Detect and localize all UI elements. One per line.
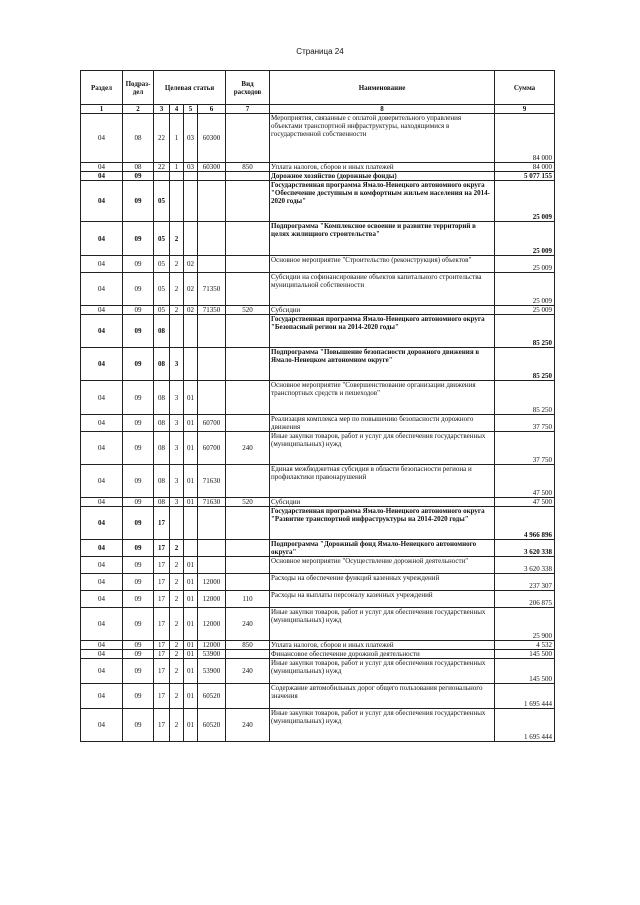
table-body — [81, 114, 555, 742]
program-code-cell: 08 — [154, 465, 170, 498]
program-code-cell: 08 — [154, 381, 170, 415]
sum-cell: 237 307 — [495, 574, 555, 591]
name-cell: Подпрограмма "Дорожный фонд Ямало-Ненецкого автономного округа" — [270, 540, 495, 557]
expense-type-cell: 520 — [226, 306, 270, 315]
expense-type-cell — [226, 256, 270, 273]
program-code-cell: 05 — [154, 306, 170, 315]
event-code-cell — [184, 172, 198, 181]
program-code-cell: 05 — [154, 181, 170, 222]
program-code-cell: 17 — [154, 574, 170, 591]
name-cell: Субсидии — [270, 498, 495, 507]
event-code-cell: 01 — [184, 432, 198, 465]
table-row — [81, 498, 555, 507]
expense-type-cell — [226, 557, 270, 574]
name-cell: Уплата налогов, сборов и иных платежей — [270, 163, 495, 172]
program-code-cell — [154, 172, 170, 181]
program-code-cell: 22 — [154, 114, 170, 163]
direction-code-cell — [198, 381, 226, 415]
podrazdel-cell: 09 — [123, 591, 154, 608]
name-cell: Основное мероприятие "Осуществление дорожной деятельности" — [270, 557, 495, 574]
col-number: 5 — [184, 105, 198, 114]
col-number: 7 — [226, 105, 270, 114]
name-cell: Уплата налогов, сборов и иных платежей — [270, 641, 495, 650]
table-row — [81, 608, 555, 641]
col-number: 8 — [270, 105, 495, 114]
podrazdel-cell: 09 — [123, 650, 154, 659]
program-code-cell: 17 — [154, 608, 170, 641]
direction-code-cell: 12000 — [198, 574, 226, 591]
program-code-cell: 05 — [154, 273, 170, 306]
sum-cell: 84 000 — [495, 114, 555, 163]
name-cell: Дорожное хозяйство (дорожные фонды) — [270, 172, 495, 181]
razdel-cell: 04 — [81, 432, 123, 465]
expense-type-cell: 520 — [226, 498, 270, 507]
direction-code-cell: 60300 — [198, 114, 226, 163]
razdel-cell: 04 — [81, 273, 123, 306]
table-row — [81, 306, 555, 315]
razdel-cell: 04 — [81, 315, 123, 348]
subprogram-code-cell: 2 — [170, 659, 184, 684]
sum-cell: 47 500 — [495, 465, 555, 498]
subprogram-code-cell: 1 — [170, 114, 184, 163]
subprogram-code-cell — [170, 181, 184, 222]
podrazdel-cell: 08 — [123, 163, 154, 172]
subprogram-code-cell: 3 — [170, 465, 184, 498]
sum-cell: 85 250 — [495, 381, 555, 415]
col-number: 6 — [198, 105, 226, 114]
direction-code-cell: 71630 — [198, 498, 226, 507]
program-code-cell: 17 — [154, 709, 170, 742]
subprogram-code-cell: 2 — [170, 574, 184, 591]
expense-type-cell — [226, 181, 270, 222]
name-cell: Мероприятия, связанные с оплатой доверительного управления объектами транспортной инфраструктуры, находящимися в государственной собственности — [270, 114, 495, 163]
program-code-cell: 17 — [154, 557, 170, 574]
podrazdel-cell: 09 — [123, 557, 154, 574]
program-code-cell: 08 — [154, 432, 170, 465]
podrazdel-cell: 09 — [123, 507, 154, 540]
sum-cell: 25 900 — [495, 608, 555, 641]
expense-type-cell — [226, 650, 270, 659]
header-naimenovanie: Наименование — [270, 71, 495, 105]
expense-type-cell: 240 — [226, 432, 270, 465]
table-row — [81, 381, 555, 415]
table-row — [81, 465, 555, 498]
page-number: Страница 24 — [296, 47, 344, 56]
expense-type-cell — [226, 540, 270, 557]
program-code-cell: 08 — [154, 498, 170, 507]
sum-cell: 3 620 338 — [495, 557, 555, 574]
table-row — [81, 591, 555, 608]
program-code-cell: 17 — [154, 591, 170, 608]
direction-code-cell — [198, 507, 226, 540]
program-code-cell: 08 — [154, 415, 170, 432]
direction-code-cell: 71350 — [198, 273, 226, 306]
col-number: 3 — [154, 105, 170, 114]
podrazdel-cell: 09 — [123, 684, 154, 709]
name-cell: Иные закупки товаров, работ и услуг для обеспечения государственных (муниципальных) нужд — [270, 432, 495, 465]
sum-cell: 25 009 — [495, 222, 555, 256]
razdel-cell: 04 — [81, 465, 123, 498]
table-row — [81, 641, 555, 650]
program-code-cell: 05 — [154, 222, 170, 256]
razdel-cell: 04 — [81, 222, 123, 256]
program-code-cell: 22 — [154, 163, 170, 172]
sum-cell: 37 750 — [495, 415, 555, 432]
subprogram-code-cell: 2 — [170, 222, 184, 256]
sum-cell: 4 532 — [495, 641, 555, 650]
event-code-cell — [184, 507, 198, 540]
direction-code-cell: 12000 — [198, 591, 226, 608]
name-cell: Субсидии — [270, 306, 495, 315]
sum-cell: 37 750 — [495, 432, 555, 465]
sum-cell: 1 695 444 — [495, 684, 555, 709]
event-code-cell — [184, 181, 198, 222]
sum-cell: 25 009 — [495, 256, 555, 273]
name-cell: Основное мероприятие "Совершенствование организации движения транспортных средств и пешеходов" — [270, 381, 495, 415]
expense-type-cell: 240 — [226, 608, 270, 641]
program-code-cell: 17 — [154, 507, 170, 540]
sum-cell: 5 077 155 — [495, 172, 555, 181]
table-row — [81, 273, 555, 306]
expense-type-cell: 240 — [226, 659, 270, 684]
sum-cell: 206 875 — [495, 591, 555, 608]
direction-code-cell: 60700 — [198, 432, 226, 465]
expense-type-cell: 110 — [226, 591, 270, 608]
table-row — [81, 415, 555, 432]
sum-cell: 85 250 — [495, 348, 555, 381]
direction-code-cell: 12000 — [198, 608, 226, 641]
podrazdel-cell: 09 — [123, 315, 154, 348]
expense-type-cell — [226, 684, 270, 709]
event-code-cell — [184, 348, 198, 381]
name-cell: Иные закупки товаров, работ и услуг для обеспечения государственных (муниципальных) нужд — [270, 659, 495, 684]
expense-type-cell — [226, 172, 270, 181]
subprogram-code-cell: 2 — [170, 650, 184, 659]
razdel-cell: 04 — [81, 684, 123, 709]
razdel-cell: 04 — [81, 114, 123, 163]
header-podrazdel: Подраз-дел — [123, 71, 154, 105]
table-row — [81, 315, 555, 348]
table-row — [81, 709, 555, 742]
name-cell: Иные закупки товаров, работ и услуг для обеспечения государственных (муниципальных) нужд — [270, 709, 495, 742]
program-code-cell: 17 — [154, 659, 170, 684]
name-cell: Государственная программа Ямало-Ненецкого автономного округа "Безопасный регион на 2014-2020 годы" — [270, 315, 495, 348]
program-code-cell: 05 — [154, 256, 170, 273]
podrazdel-cell: 09 — [123, 181, 154, 222]
podrazdel-cell: 09 — [123, 256, 154, 273]
expense-type-cell — [226, 348, 270, 381]
table-row — [81, 114, 555, 163]
table-row — [81, 181, 555, 222]
col-number: 9 — [495, 105, 555, 114]
razdel-cell: 04 — [81, 540, 123, 557]
header-celevaya-statya: Целевая статья — [154, 71, 226, 105]
name-cell: Основное мероприятие "Строительство (реконструкция) объектов" — [270, 256, 495, 273]
subprogram-code-cell — [170, 507, 184, 540]
direction-code-cell — [198, 315, 226, 348]
razdel-cell: 04 — [81, 650, 123, 659]
podrazdel-cell: 09 — [123, 306, 154, 315]
header-summa: Сумма — [495, 71, 555, 105]
expense-type-cell — [226, 222, 270, 256]
table-row — [81, 557, 555, 574]
expense-type-cell — [226, 465, 270, 498]
name-cell: Иные закупки товаров, работ и услуг для обеспечения государственных (муниципальных) нужд — [270, 608, 495, 641]
direction-code-cell — [198, 222, 226, 256]
event-code-cell: 02 — [184, 256, 198, 273]
razdel-cell: 04 — [81, 507, 123, 540]
event-code-cell — [184, 540, 198, 557]
direction-code-cell — [198, 256, 226, 273]
podrazdel-cell: 09 — [123, 709, 154, 742]
name-cell: Расходы на обеспечение функций казенных учреждений — [270, 574, 495, 591]
expense-type-cell: 850 — [226, 641, 270, 650]
column-number-row — [81, 105, 555, 114]
podrazdel-cell: 09 — [123, 540, 154, 557]
direction-code-cell: 71630 — [198, 465, 226, 498]
name-cell: Подпрограмма "Комплексное освоение и развитие территорий в целях жилищного строительства" — [270, 222, 495, 256]
expense-type-cell — [226, 381, 270, 415]
program-code-cell: 17 — [154, 684, 170, 709]
table-row — [81, 684, 555, 709]
subprogram-code-cell — [170, 172, 184, 181]
name-cell: Государственная программа Ямало-Ненецкого автономного округа "Обеспечение доступным и комфортным жильем населения на 2014-2020 годы" — [270, 181, 495, 222]
direction-code-cell: 60520 — [198, 709, 226, 742]
event-code-cell: 01 — [184, 684, 198, 709]
sum-cell: 1 695 444 — [495, 709, 555, 742]
name-cell: Содержание автомобильных дорог общего пользования регионального значения — [270, 684, 495, 709]
event-code-cell: 01 — [184, 650, 198, 659]
razdel-cell: 04 — [81, 498, 123, 507]
col-number: 1 — [81, 105, 123, 114]
direction-code-cell: 60300 — [198, 163, 226, 172]
sum-cell: 145 500 — [495, 650, 555, 659]
event-code-cell: 01 — [184, 659, 198, 684]
event-code-cell — [184, 315, 198, 348]
table-row — [81, 222, 555, 256]
sum-cell: 145 500 — [495, 659, 555, 684]
program-code-cell: 08 — [154, 315, 170, 348]
name-cell: Реализация комплекса мер по повышению безопасности дорожного движения — [270, 415, 495, 432]
table-row — [81, 659, 555, 684]
razdel-cell: 04 — [81, 163, 123, 172]
event-code-cell: 01 — [184, 591, 198, 608]
event-code-cell: 01 — [184, 498, 198, 507]
event-code-cell: 03 — [184, 163, 198, 172]
podrazdel-cell: 09 — [123, 465, 154, 498]
event-code-cell: 01 — [184, 557, 198, 574]
podrazdel-cell: 09 — [123, 574, 154, 591]
subprogram-code-cell: 2 — [170, 256, 184, 273]
event-code-cell: 01 — [184, 641, 198, 650]
direction-code-cell — [198, 557, 226, 574]
event-code-cell: 01 — [184, 709, 198, 742]
razdel-cell: 04 — [81, 306, 123, 315]
direction-code-cell: 53900 — [198, 650, 226, 659]
name-cell: Единая межбюджетная субсидия в области безопасности региона и профилактики правонарушений — [270, 465, 495, 498]
table-row — [81, 256, 555, 273]
razdel-cell: 04 — [81, 641, 123, 650]
razdel-cell: 04 — [81, 574, 123, 591]
podrazdel-cell: 09 — [123, 659, 154, 684]
name-cell: Государственная программа Ямало-Ненецкого автономного округа "Развитие транспортной инфраструктуры на 2014-2020 годы" — [270, 507, 495, 540]
sum-cell: 85 250 — [495, 315, 555, 348]
podrazdel-cell: 08 — [123, 114, 154, 163]
subprogram-code-cell: 2 — [170, 540, 184, 557]
podrazdel-cell: 09 — [123, 641, 154, 650]
expense-type-cell: 850 — [226, 163, 270, 172]
expense-type-cell: 240 — [226, 709, 270, 742]
subprogram-code-cell: 2 — [170, 641, 184, 650]
direction-code-cell: 71350 — [198, 306, 226, 315]
razdel-cell: 04 — [81, 172, 123, 181]
podrazdel-cell: 09 — [123, 381, 154, 415]
podrazdel-cell: 09 — [123, 498, 154, 507]
direction-code-cell: 60700 — [198, 415, 226, 432]
sum-cell: 47 500 — [495, 498, 555, 507]
event-code-cell — [184, 222, 198, 256]
direction-code-cell — [198, 172, 226, 181]
podrazdel-cell: 09 — [123, 432, 154, 465]
event-code-cell: 02 — [184, 306, 198, 315]
header-razdel: Раздел — [81, 71, 123, 105]
table-row — [81, 574, 555, 591]
direction-code-cell: 60520 — [198, 684, 226, 709]
table-row — [81, 650, 555, 659]
program-code-cell: 08 — [154, 348, 170, 381]
subprogram-code-cell: 1 — [170, 163, 184, 172]
expense-type-cell — [226, 574, 270, 591]
table-row — [81, 540, 555, 557]
razdel-cell: 04 — [81, 381, 123, 415]
podrazdel-cell: 09 — [123, 415, 154, 432]
program-code-cell: 17 — [154, 650, 170, 659]
subprogram-code-cell: 3 — [170, 415, 184, 432]
razdel-cell: 04 — [81, 256, 123, 273]
subprogram-code-cell: 2 — [170, 684, 184, 709]
subprogram-code-cell: 2 — [170, 608, 184, 641]
sum-cell: 25 009 — [495, 181, 555, 222]
razdel-cell: 04 — [81, 415, 123, 432]
header-vid-rashodov: Вид расходов — [226, 71, 270, 105]
subprogram-code-cell: 2 — [170, 591, 184, 608]
table-row — [81, 163, 555, 172]
subprogram-code-cell: 2 — [170, 709, 184, 742]
sum-cell: 84 000 — [495, 163, 555, 172]
subprogram-code-cell: 2 — [170, 557, 184, 574]
subprogram-code-cell — [170, 315, 184, 348]
name-cell: Подпрограмма "Повышение безопасности дорожного движения в Ямало-Ненецком автономном округе" — [270, 348, 495, 381]
subprogram-code-cell: 3 — [170, 348, 184, 381]
program-code-cell: 17 — [154, 641, 170, 650]
budget-table — [80, 70, 555, 742]
razdel-cell: 04 — [81, 591, 123, 608]
sum-cell: 25 009 — [495, 306, 555, 315]
podrazdel-cell: 09 — [123, 273, 154, 306]
name-cell: Субсидии на софинансирование объектов капитального строительства муниципальной собственности — [270, 273, 495, 306]
col-number: 2 — [123, 105, 154, 114]
direction-code-cell — [198, 540, 226, 557]
razdel-cell: 04 — [81, 608, 123, 641]
razdel-cell: 04 — [81, 348, 123, 381]
expense-type-cell — [226, 114, 270, 163]
event-code-cell: 02 — [184, 273, 198, 306]
direction-code-cell: 53900 — [198, 659, 226, 684]
expense-type-cell — [226, 507, 270, 540]
sum-cell: 4 966 896 — [495, 507, 555, 540]
event-code-cell: 01 — [184, 415, 198, 432]
razdel-cell: 04 — [81, 659, 123, 684]
podrazdel-cell: 09 — [123, 348, 154, 381]
event-code-cell: 03 — [184, 114, 198, 163]
direction-code-cell: 12000 — [198, 641, 226, 650]
expense-type-cell — [226, 315, 270, 348]
razdel-cell: 04 — [81, 181, 123, 222]
event-code-cell: 01 — [184, 381, 198, 415]
razdel-cell: 04 — [81, 709, 123, 742]
event-code-cell: 01 — [184, 574, 198, 591]
razdel-cell: 04 — [81, 557, 123, 574]
name-cell: Расходы на выплаты персоналу казенных учреждений — [270, 591, 495, 608]
table-row — [81, 172, 555, 181]
subprogram-code-cell: 3 — [170, 381, 184, 415]
event-code-cell: 01 — [184, 465, 198, 498]
subprogram-code-cell: 2 — [170, 273, 184, 306]
table-row — [81, 507, 555, 540]
direction-code-cell — [198, 348, 226, 381]
subprogram-code-cell: 3 — [170, 432, 184, 465]
name-cell: Финансовое обеспечение дорожной деятельности — [270, 650, 495, 659]
expense-type-cell — [226, 415, 270, 432]
sum-cell: 25 009 — [495, 273, 555, 306]
podrazdel-cell: 09 — [123, 608, 154, 641]
table-row — [81, 348, 555, 381]
col-number: 4 — [170, 105, 184, 114]
podrazdel-cell: 09 — [123, 222, 154, 256]
expense-type-cell — [226, 273, 270, 306]
podrazdel-cell: 09 — [123, 172, 154, 181]
subprogram-code-cell: 3 — [170, 498, 184, 507]
sum-cell: 3 620 338 — [495, 540, 555, 557]
subprogram-code-cell: 2 — [170, 306, 184, 315]
direction-code-cell — [198, 181, 226, 222]
event-code-cell: 01 — [184, 608, 198, 641]
table-row — [81, 432, 555, 465]
program-code-cell: 17 — [154, 540, 170, 557]
